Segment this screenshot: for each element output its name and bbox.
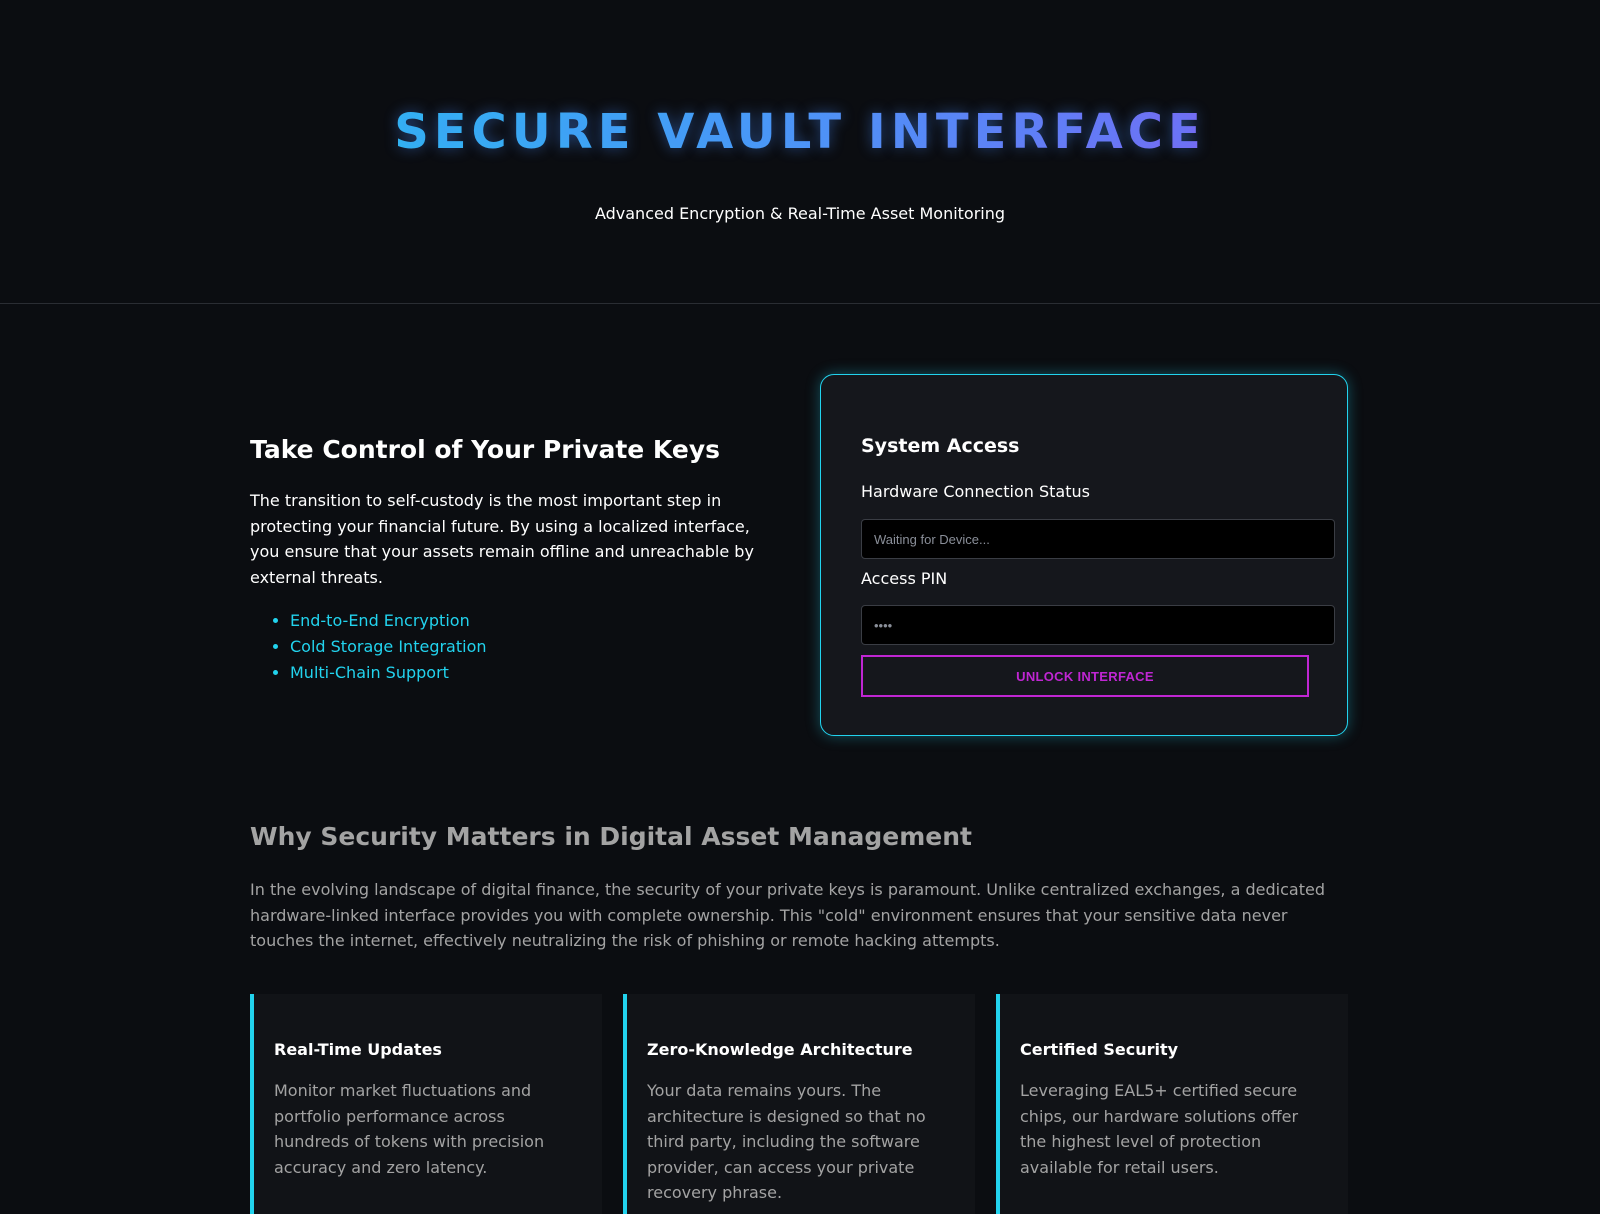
- card-title: Zero-Knowledge Architecture: [647, 1040, 913, 1059]
- card-text: Leveraging EAL5+ certified secure chips, our hardware solutions offer the highest level of protection available for retail users.: [1020, 1081, 1299, 1177]
- why-security-section: [250, 817, 1350, 954]
- card-real-time-updates: [250, 994, 602, 1214]
- hero-heading: Take Control of Your Private Keys: [250, 435, 720, 464]
- hero-description: The transition to self-custody is the most important step in protecting your financial future. By using a localized interface, you ensure that your assets remain offline and unreachable by external threats.: [250, 491, 754, 587]
- card-title: Certified Security: [1020, 1040, 1179, 1059]
- feature-cards: [250, 994, 1350, 1214]
- panel-title: System Access: [861, 435, 1020, 457]
- card-zero-knowledge: [623, 994, 975, 1214]
- card-certified-security: [996, 994, 1348, 1214]
- hardware-status-field[interactable]: [861, 519, 1335, 559]
- feature-item-encryption: • End-to-End Encryption: [290, 608, 770, 634]
- page-header: [0, 0, 1600, 304]
- feature-item-multi-chain: • Multi-Chain Support: [290, 660, 770, 686]
- feature-list: [250, 608, 770, 686]
- hardware-status-label: Hardware Connection Status: [861, 482, 1090, 501]
- feature-item-cold-storage: • Cold Storage Integration: [290, 634, 770, 660]
- page-subtitle: Advanced Encryption & Real-Time Asset Monitoring: [594, 204, 1006, 223]
- access-pin-label: Access PIN: [861, 569, 948, 588]
- card-title: Real-Time Updates: [274, 1040, 442, 1059]
- why-security-description: In the evolving landscape of digital finance, the security of your private keys is paramount. Unlike centralized exchanges, a dedicated hardware-linked interface provides you with complete ownership. This "cold" environment ensures that your sensitive data never touches the internet, effectively neutralizing the risk of phishing or remote hacking attempts.: [250, 880, 1325, 950]
- card-text: Monitor market fluctuations and portfolio performance across hundreds of tokens with precision accuracy and zero latency.: [274, 1081, 545, 1177]
- access-pin-field[interactable]: [861, 605, 1335, 645]
- why-security-heading: Why Security Matters in Digital Asset Management: [250, 822, 973, 851]
- card-text: Your data remains yours. The architecture is designed so that no third party, including the software provider, can access your private recovery phrase.: [647, 1081, 926, 1202]
- unlock-interface-button[interactable]: UNLOCK INTERFACE: [861, 655, 1309, 697]
- system-access-panel: [820, 374, 1348, 736]
- page-title: SECURE VAULT INTERFACE: [394, 104, 1206, 160]
- hero-section: [250, 430, 770, 686]
